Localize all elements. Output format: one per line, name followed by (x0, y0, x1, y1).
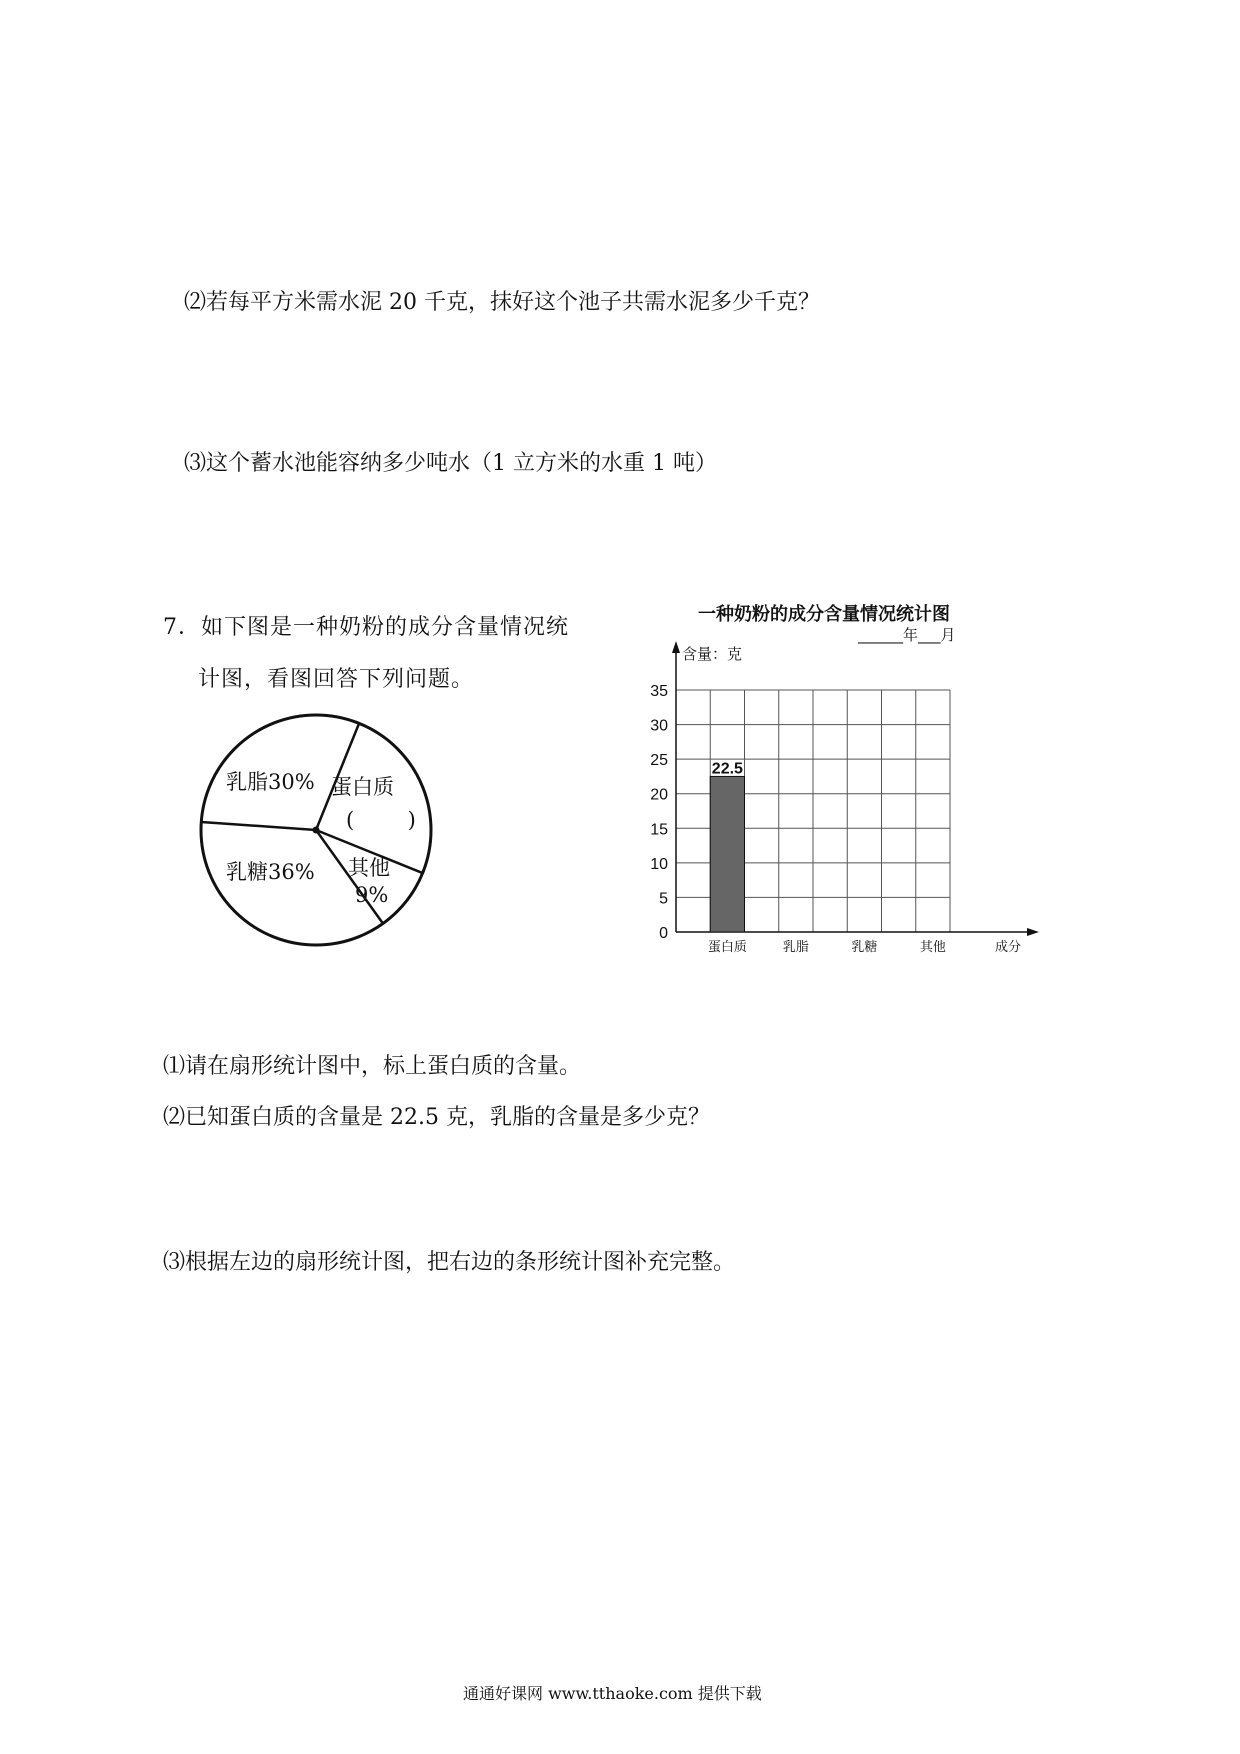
category-label-3: 其他 (919, 940, 946, 955)
question-7-part-2: ⑵已知蛋白质的含量是 22.5 克，乳脂的含量是多少克？ (163, 1105, 710, 1130)
bar-chart-title: 一种奶粉的成分含量情况统计图 (698, 604, 950, 625)
bar-chart (640, 595, 1060, 965)
pie-center-dot (313, 827, 320, 834)
category-label-1: 乳脂 (782, 940, 809, 955)
pie-label-danbaizhi: 蛋白质 (331, 775, 394, 799)
category-labels (708, 939, 946, 955)
footer-source: 通通好课网 www.tthaoke.com 提供下载 (463, 1684, 762, 1703)
pie-label-ruzhi: 乳脂30% (226, 770, 315, 794)
y-tick-label: 20 (650, 786, 668, 804)
y-tick-label: 10 (650, 855, 668, 873)
category-label-0: 蛋白质 (707, 940, 747, 955)
question-6-part-3: ⑶这个蓄水池能容纳多少吨水（1 立方米的水重 1 吨） (184, 451, 717, 476)
bars (710, 760, 744, 932)
y-tick-label: 5 (659, 890, 668, 908)
x-axis-label: 成分 (995, 940, 1022, 955)
pie-label-qita-percent: 9% (355, 883, 389, 907)
bar-0 (710, 776, 744, 932)
y-tick-label: 15 (650, 821, 668, 839)
category-label-2: 乳糖 (851, 940, 878, 955)
y-tick-label: 30 (650, 717, 668, 735)
question-7-intro-line-1: 7．如下图是一种奶粉的成分含量情况统 (163, 615, 569, 640)
question-7-intro-line-2: 计图，看图回答下列问题。 (198, 667, 475, 692)
pie-label-danbaizhi-blank: ( ) (346, 808, 416, 832)
x-axis-arrow (1027, 928, 1039, 936)
pie-chart (196, 710, 436, 950)
question-6-part-2: ⑵若每平方米需水泥 20 千克，抹好这个池子共需水泥多少千克？ (184, 290, 820, 315)
pie-label-rutang: 乳糖36% (226, 860, 315, 884)
bar-data-label-0: 22.5 (711, 760, 743, 778)
pie-label-qita: 其他 (348, 856, 390, 880)
question-7-part-3: ⑶根据左边的扇形统计图，把右边的条形统计图补充完整。 (163, 1250, 736, 1275)
y-tick-label: 35 (650, 683, 668, 700)
y-tick-label: 0 (659, 925, 668, 942)
y-axis-label: 含量：克 (682, 645, 743, 663)
y-tick-label: 25 (650, 752, 668, 770)
question-7-part-1: ⑴请在扇形统计图中，标上蛋白质的含量。 (163, 1054, 582, 1079)
bar-chart-date-line: ______年___月 (858, 626, 956, 644)
y-tick-labels (650, 683, 668, 942)
y-axis-arrow (672, 641, 680, 653)
